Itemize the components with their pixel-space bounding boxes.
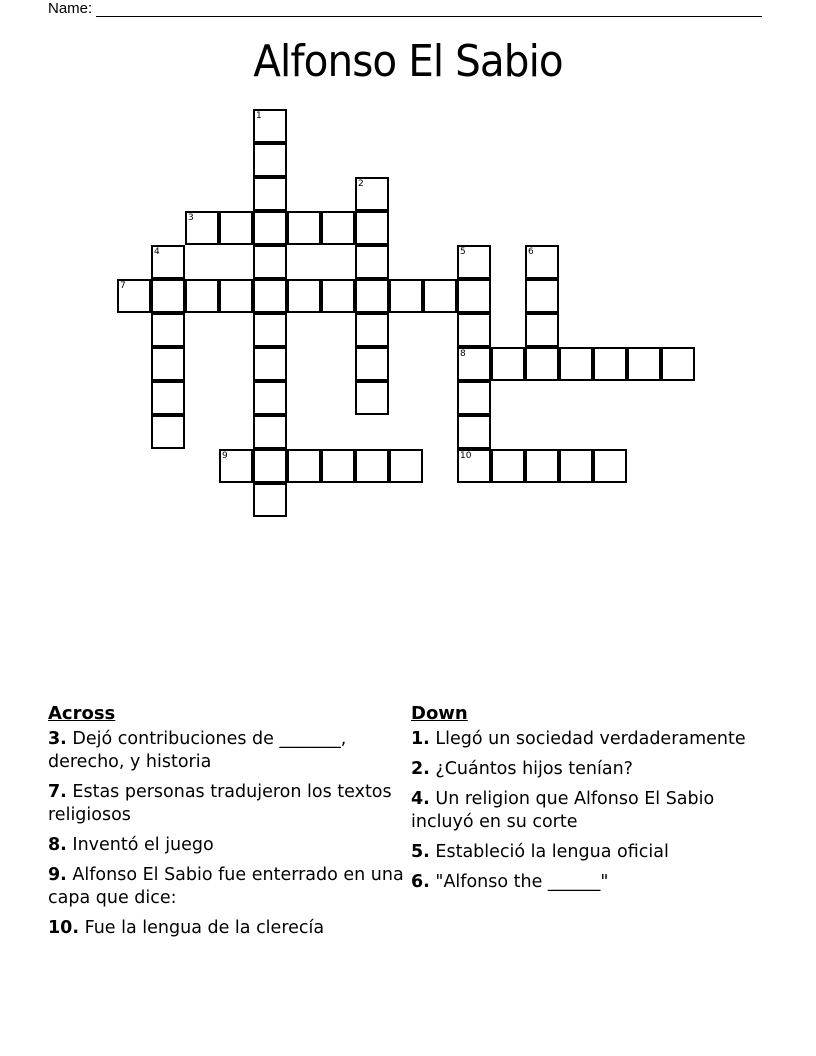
clue-text: Dejó contribuciones de _______, derecho, y historia (48, 729, 347, 772)
clue-text: Estableció la lengua oficial (435, 842, 669, 862)
grid-cell[interactable] (559, 449, 593, 483)
grid-cell[interactable] (253, 245, 287, 279)
across-clues (48, 702, 408, 947)
clue-number: 4. (411, 789, 430, 809)
cell-number: 10 (460, 451, 472, 461)
name-label: Name: (48, 0, 93, 17)
grid-cell[interactable] (355, 279, 389, 313)
clue-number: 6. (411, 872, 430, 892)
grid-cell[interactable] (627, 347, 661, 381)
grid-cell[interactable] (491, 449, 525, 483)
grid-cell[interactable] (151, 415, 185, 449)
grid-cell[interactable] (253, 449, 287, 483)
grid-cell[interactable] (593, 449, 627, 483)
grid-cell[interactable] (457, 415, 491, 449)
clue-number: 10. (48, 918, 80, 938)
grid-cell[interactable] (185, 279, 219, 313)
cell-number: 1 (256, 111, 262, 121)
down-clue (411, 871, 751, 894)
grid-cell[interactable] (219, 211, 253, 245)
grid-cell[interactable] (389, 279, 423, 313)
across-clue (48, 728, 408, 774)
name-field (48, 0, 762, 17)
cell-number: 3 (188, 213, 194, 223)
grid-cell[interactable] (457, 245, 491, 279)
cell-number: 4 (154, 247, 160, 257)
grid-cell[interactable] (355, 177, 389, 211)
grid-cell[interactable] (525, 449, 559, 483)
cell-number: 5 (460, 247, 466, 257)
grid-cell[interactable] (661, 347, 695, 381)
grid-cell[interactable] (355, 211, 389, 245)
grid-cell[interactable] (287, 279, 321, 313)
cell-number: 8 (460, 349, 466, 359)
grid-cell[interactable] (287, 449, 321, 483)
clue-text: Fue la lengua de la clerecía (84, 918, 325, 938)
down-clue (411, 758, 751, 781)
clue-text: Un religion que Alfonso El Sabio incluyó en su corte (411, 789, 715, 832)
across-clue (48, 917, 408, 940)
clue-text: ¿Cuántos hijos tenían? (435, 759, 633, 779)
across-clue (48, 834, 408, 857)
grid-cell[interactable] (321, 211, 355, 245)
clue-number: 1. (411, 729, 430, 749)
grid-cell[interactable] (253, 483, 287, 517)
grid-cell[interactable] (457, 449, 491, 483)
grid-cell[interactable] (253, 177, 287, 211)
clue-text: Llegó un sociedad verdaderamente (435, 729, 746, 749)
grid-cell[interactable] (593, 347, 627, 381)
grid-cell[interactable] (525, 245, 559, 279)
across-heading: Across (48, 703, 116, 724)
grid-cell[interactable] (253, 211, 287, 245)
down-clue (411, 728, 751, 751)
name-line[interactable] (96, 2, 762, 17)
grid-cell[interactable] (253, 279, 287, 313)
grid-cell[interactable] (219, 449, 253, 483)
clue-text: Estas personas tradujeron los textos religiosos (48, 782, 392, 825)
cell-number: 7 (120, 281, 126, 291)
grid-cell[interactable] (457, 347, 491, 381)
cell-number: 9 (222, 451, 228, 461)
clue-text: Alfonso El Sabio fue enterrado en una capa que dice: (48, 865, 404, 908)
grid-cell[interactable] (321, 449, 355, 483)
grid-cell[interactable] (219, 279, 253, 313)
grid-cell[interactable] (287, 211, 321, 245)
grid-cell[interactable] (525, 347, 559, 381)
grid-cell[interactable] (491, 347, 525, 381)
across-clue (48, 864, 408, 910)
grid-cell[interactable] (151, 347, 185, 381)
grid-cell[interactable] (355, 347, 389, 381)
grid-cell[interactable] (423, 279, 457, 313)
grid-cell[interactable] (355, 381, 389, 415)
down-clues (411, 702, 751, 901)
grid-cell[interactable] (253, 381, 287, 415)
down-heading: Down (411, 703, 468, 724)
grid-cell[interactable] (151, 279, 185, 313)
down-clue (411, 841, 751, 864)
clue-number: 8. (48, 835, 67, 855)
grid-cell[interactable] (525, 313, 559, 347)
clue-number: 5. (411, 842, 430, 862)
clue-text: Inventó el juego (72, 835, 214, 855)
across-clue (48, 781, 408, 827)
grid-cell[interactable] (253, 415, 287, 449)
down-clue (411, 788, 751, 834)
clue-number: 3. (48, 729, 67, 749)
grid-cell[interactable] (253, 313, 287, 347)
grid-cell[interactable] (355, 245, 389, 279)
page-title: Alfonso El Sabio (253, 36, 563, 87)
grid-cell[interactable] (389, 449, 423, 483)
grid-cell[interactable] (185, 211, 219, 245)
grid-cell[interactable] (151, 381, 185, 415)
grid-cell[interactable] (253, 109, 287, 143)
grid-cell[interactable] (151, 245, 185, 279)
clue-number: 2. (411, 759, 430, 779)
grid-cell[interactable] (525, 279, 559, 313)
grid-cell[interactable] (321, 279, 355, 313)
clue-text: "Alfonso the ______" (435, 872, 609, 892)
grid-cell[interactable] (457, 279, 491, 313)
clue-number: 9. (48, 865, 67, 885)
grid-cell[interactable] (457, 381, 491, 415)
grid-cell[interactable] (117, 279, 151, 313)
grid-cell[interactable] (355, 313, 389, 347)
grid-cell[interactable] (457, 313, 491, 347)
grid-cell[interactable] (559, 347, 593, 381)
cell-number: 2 (358, 179, 364, 189)
grid-cell[interactable] (253, 143, 287, 177)
grid-cell[interactable] (253, 347, 287, 381)
grid-cell[interactable] (151, 313, 185, 347)
cell-number: 6 (528, 247, 534, 257)
grid-cell[interactable] (355, 449, 389, 483)
clue-number: 7. (48, 782, 67, 802)
